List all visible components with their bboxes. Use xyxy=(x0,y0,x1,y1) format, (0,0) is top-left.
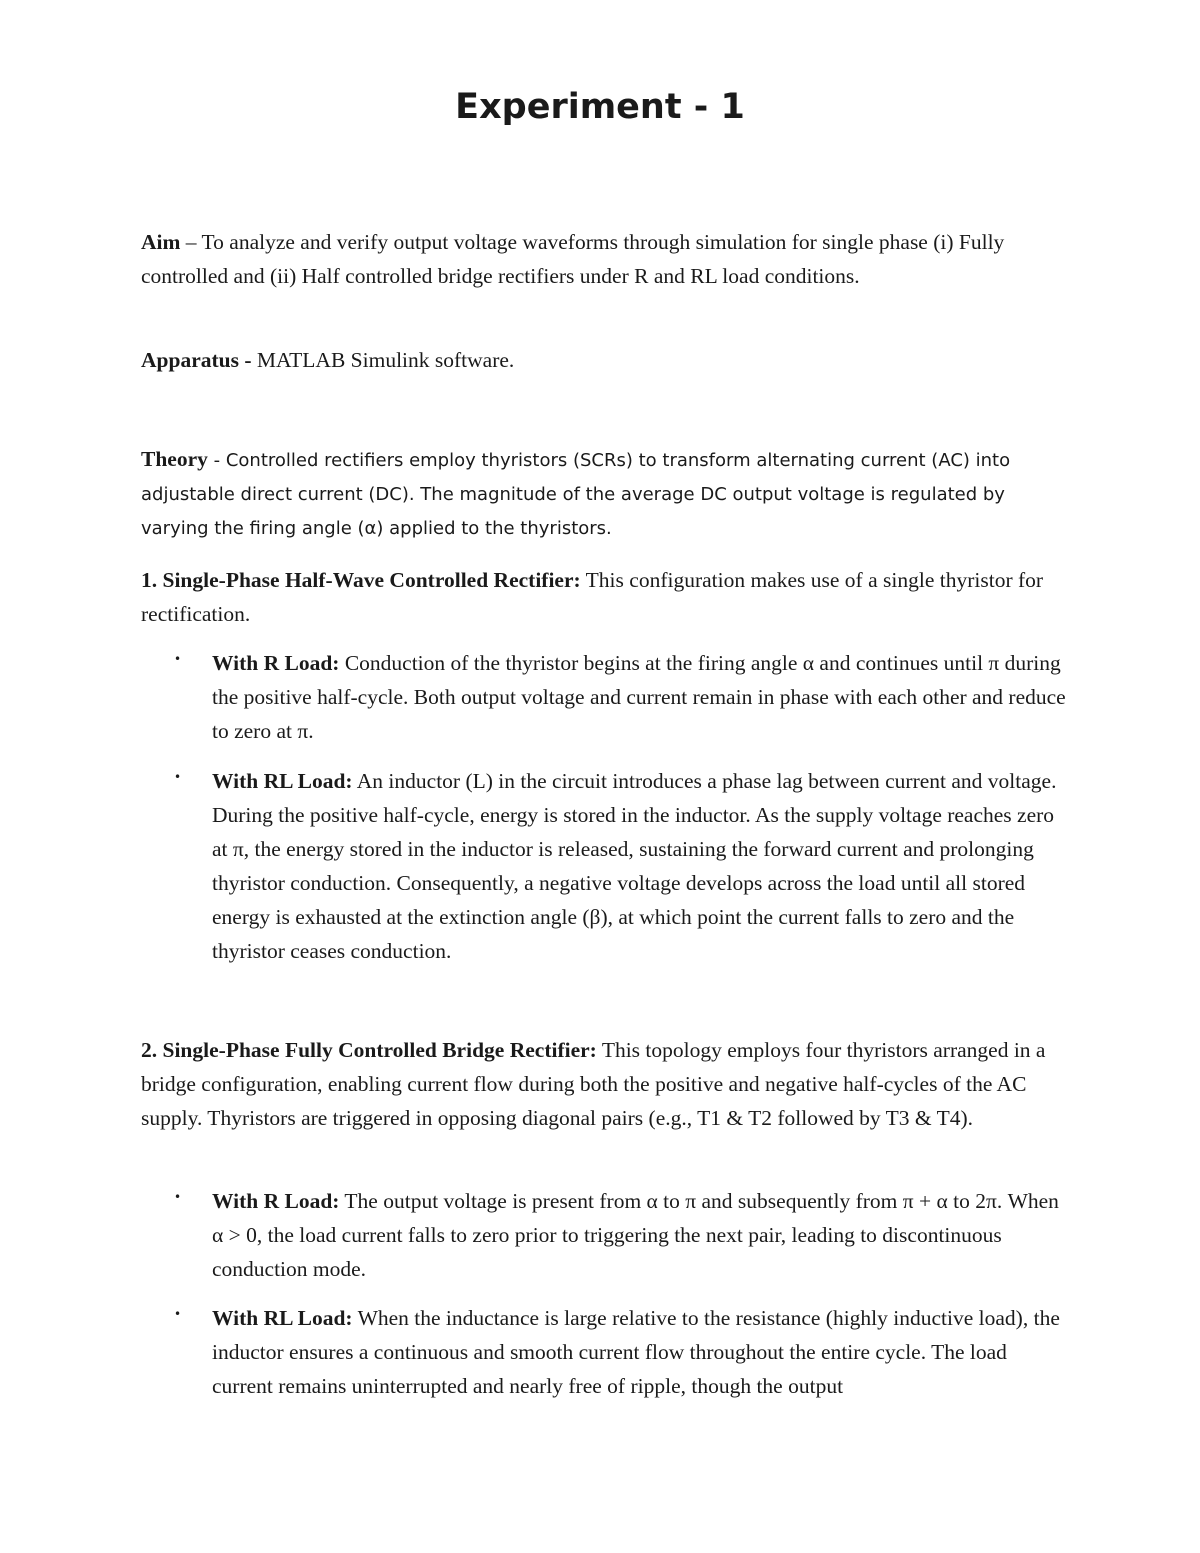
bullet-text xyxy=(212,1184,1066,1286)
aim-label: Aim xyxy=(141,230,181,254)
theory-paragraph xyxy=(141,442,1066,546)
section2-text: This topology employs four thyristors arranged in a bridge configuration, enabling current flow during both the positive and negative half-cycles of the AC supply. Thyristors are triggered in opposing diagonal pairs (e.g., T1 & T2 followed by T3 & T4). xyxy=(141,1038,1046,1130)
list-item xyxy=(141,764,1066,968)
bullet-label: With R Load: xyxy=(212,651,340,675)
section1-paragraph xyxy=(141,563,1066,631)
bullet-label: With R Load: xyxy=(212,1189,340,1213)
apparatus-text: MATLAB Simulink software. xyxy=(256,348,515,372)
section2-heading: 2. Single-Phase Fully Controlled Bridge Rectifier: xyxy=(141,1038,597,1062)
bullet-text xyxy=(212,1301,1066,1403)
bullet-icon: • xyxy=(174,1190,182,1204)
list-item xyxy=(141,646,1066,748)
bullet-icon: • xyxy=(174,1307,182,1321)
aim-text: – To analyze and verify output voltage waveforms through simulation for single phase (i) Fully controlled and (ii) Half controlled bridge rectifiers under R and RL load conditions. xyxy=(141,230,1005,288)
bullet-icon: • xyxy=(174,770,182,784)
bullet-icon: • xyxy=(174,652,182,666)
bullet-body: The output voltage is present from α to π and subsequently from π + α to 2π. When α > 0, the load current falls to zero prior to triggering the next pair, leading to discontinuous conduction mode. xyxy=(212,1189,1059,1281)
section1-heading: 1. Single-Phase Half-Wave Controlled Rectifier: xyxy=(141,568,581,592)
aim-paragraph xyxy=(141,225,1066,293)
theory-text: - Controlled rectifiers employ thyristors (SCRs) to transform alternating current (AC) into adjustable direct current (DC). The magnitude of the average DC output voltage is regulated by varying the firing angle (α) applied to the thyristors. xyxy=(141,450,1011,539)
bullet-text xyxy=(212,764,1066,968)
section1-text: This configuration makes use of a single thyristor for rectification. xyxy=(141,568,1044,626)
bullet-body: An inductor (L) in the circuit introduces a phase lag between current and voltage. During the positive half-cycle, energy is stored in the inductor. As the supply voltage reaches zero at π, the energy stored in the inductor is released, sustaining the forward current and prolonging thyristor conduction. Consequently, a negative voltage develops across the load until all stored energy is exhausted at the extinction angle (β), at which point the current falls to zero and the thyristor ceases conduction. xyxy=(212,769,1057,963)
apparatus-paragraph xyxy=(141,343,1066,377)
apparatus-label: Apparatus - xyxy=(141,348,257,372)
theory-label: Theory xyxy=(141,447,208,471)
bullet-label: With RL Load: xyxy=(212,1306,353,1330)
page-title: Experiment - 1 xyxy=(455,87,745,127)
bullet-body: Conduction of the thyristor begins at the firing angle α and continues until π during the positive half-cycle. Both output voltage and current remain in phase with each other and reduce to zero at π. xyxy=(212,651,1066,743)
bullet-body: When the inductance is large relative to the resistance (highly inductive load), the inductor ensures a continuous and smooth current flow throughout the entire cycle. The load current remains uninterrupted and nearly free of ripple, though the output xyxy=(212,1306,1060,1398)
list-item xyxy=(141,1184,1066,1286)
list-item xyxy=(141,1301,1066,1403)
bullet-label: With RL Load: xyxy=(212,769,353,793)
section2-paragraph xyxy=(141,1033,1066,1135)
bullet-text xyxy=(212,646,1066,748)
